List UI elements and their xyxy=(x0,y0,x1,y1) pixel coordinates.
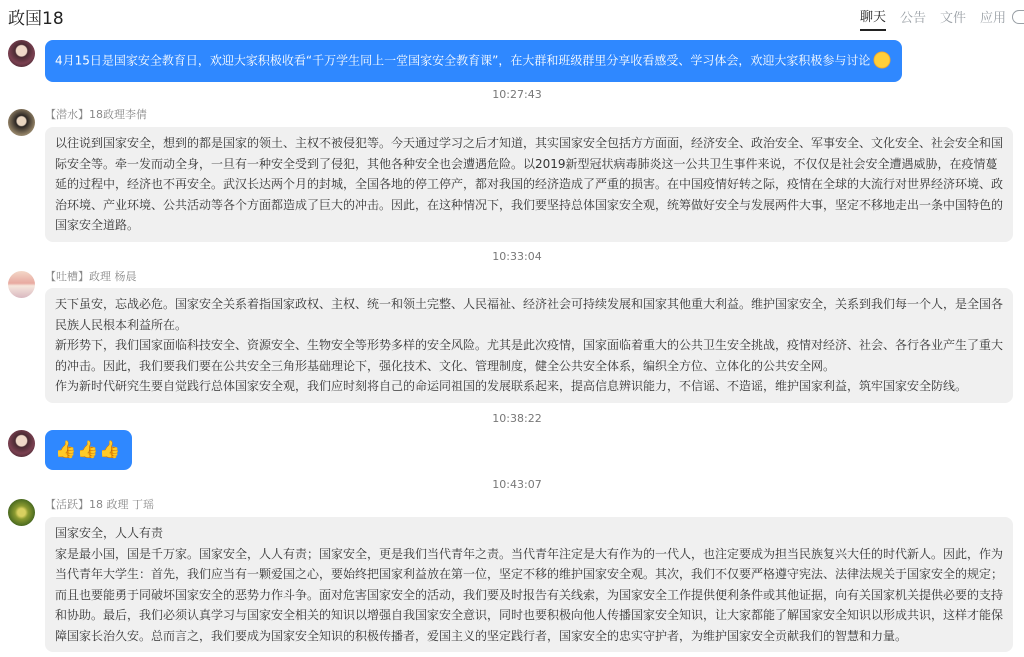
avatar[interactable] xyxy=(8,499,35,526)
message-paragraph: 作为新时代研究生要自觉践行总体国家安全观，我们应时刻将自己的命运同祖国的发展联系起来，提高信息辨识能力，不信谣、不造谣，维护国家利益，筑牢国家安全防线。 xyxy=(55,379,968,393)
tab-chat[interactable]: 聊天 xyxy=(860,6,886,31)
message-bubble[interactable] xyxy=(45,127,1013,242)
message-paragraph: 家是最小国，国是千万家。国家安全，人人有责；国家安全，更是我们当代青年之责。当代青年注定是大有作为的一代人，也注定要成为担当民族复兴大任的时代新人。因此，作为当代青年大学生：首先，我们应当有一颗爱国之心，要始终把国家利益放在第一位，坚定不移的维护国家安全观。其次，我们不仅要严格遵守宪法、法律法规关于国家安全的规定；而且也要能勇于同破坏国家安全的恶势力作斗争。面对危害国家安全的活动，我们要及时报告有关线索，为国家安全工作提供便利条件或其他证据，向有关国家机关提供必要的支持和协助。最后，我们必须认真学习与国家安全相关的知识以增强自我国家安全意识，同时也要积极向他人传播国家安全知识，让大家都能了解国家安全知识以形成共识，这样才能保障国家长治久安。总而言之，我们要成为国家安全知识的积极传播者，爱国主义的坚定践行者，国家安全的忠实守护者，为维护国家安全贡献我们的智慧和力量。 xyxy=(55,546,1004,643)
sun-emoji-icon xyxy=(872,50,892,70)
sender-name: 【吐槽】政理 杨晨 xyxy=(45,270,137,283)
avatar[interactable] xyxy=(8,109,35,136)
message-bubble[interactable] xyxy=(45,288,1013,403)
group-title: 政国18 xyxy=(8,9,64,29)
avatar[interactable] xyxy=(8,271,35,298)
sender-name: 【活跃】18 政理 丁瑶 xyxy=(45,498,154,511)
message-paragraph: 国家安全，人人有责 xyxy=(55,526,164,540)
message-bubble[interactable] xyxy=(45,517,1013,652)
timestamp: 10:38:22 xyxy=(492,412,542,425)
timestamp: 10:33:04 xyxy=(492,250,542,263)
message-text: 4月15日是国家安全教育日，欢迎大家积极收看“千万学生同上一堂国家安全教育课”，在大群和班级群里分享收看感受、学习体会，欢迎大家积极参与讨论 xyxy=(55,53,871,68)
timestamp: 10:27:43 xyxy=(492,88,542,101)
message-paragraph: 天下虽安，忘战必危。国家安全关系着指国家政权、主权、统一和领土完整、人民福祉、经济社会可持续发展和国家其他重大利益。维护国家安全，关系到我们每一个人，是全国各民族人民根本利益所在。 xyxy=(55,297,1004,332)
thumbs-up-emoji-icon: 👍 xyxy=(55,440,77,460)
tab-apps[interactable]: 应用 xyxy=(979,11,1006,26)
header-tabs xyxy=(846,6,1024,31)
avatar[interactable] xyxy=(8,430,35,457)
avatar[interactable] xyxy=(8,40,35,67)
more-icon[interactable] xyxy=(1012,10,1024,24)
timestamp: 10:43:07 xyxy=(492,478,542,491)
message-paragraph: 新形势下，我们国家面临科技安全、资源安全、生物安全等形势多样的安全风险。尤其是此次疫情，国家面临着重大的公共卫生安全挑战，疫情对经济、社会、各行各业产生了重大的冲击。因此，我们要我们要在公共安全三角形基础理论下，强化技术、文化、管理制度，健全公共安全体系，编织全方位、立体化的公共安全网。 xyxy=(55,338,1004,373)
sender-name: 【潜水】18政理李倩 xyxy=(45,108,147,121)
message-bubble[interactable] xyxy=(45,430,132,470)
message-bubble[interactable] xyxy=(45,40,902,82)
tab-announcement[interactable]: 公告 xyxy=(899,11,926,26)
thumbs-up-emoji-icon: 👍 xyxy=(77,440,99,460)
thumbs-up-emoji-icon: 👍 xyxy=(99,440,121,460)
tab-files[interactable]: 文件 xyxy=(939,11,966,26)
chat-header xyxy=(0,0,1024,30)
message-paragraph: 以往说到国家安全，想到的都是国家的领土、主权不被侵犯等。今天通过学习之后才知道，其实国家安全包括方方面面，经济安全、政治安全、军事安全、文化安全、社会安全和国际安全等。牵一发而动全身，一旦有一种安全受到了侵犯，其他各种安全也会遭遇危险。以2019新型冠状病毒肺炎这一公共卫生事件来说，不仅仅是社会安全遭遇威胁，在疫情蔓延的过程中，经济也不再安全。武汉长达两个月的封城，全国各地的停工停产，都对我国的经济造成了严重的损害。在中国疫情好转之际，疫情在全球的大流行对世界经济环境、政治环境、产业环境、公共活动等各个方面都造成了巨大的冲击。因此，在这种情况下，我们要坚持总体国家安全观，统筹做好安全与发展两件大事，坚定不移地走出一条中国特色的国家安全道路。 xyxy=(55,136,1004,232)
